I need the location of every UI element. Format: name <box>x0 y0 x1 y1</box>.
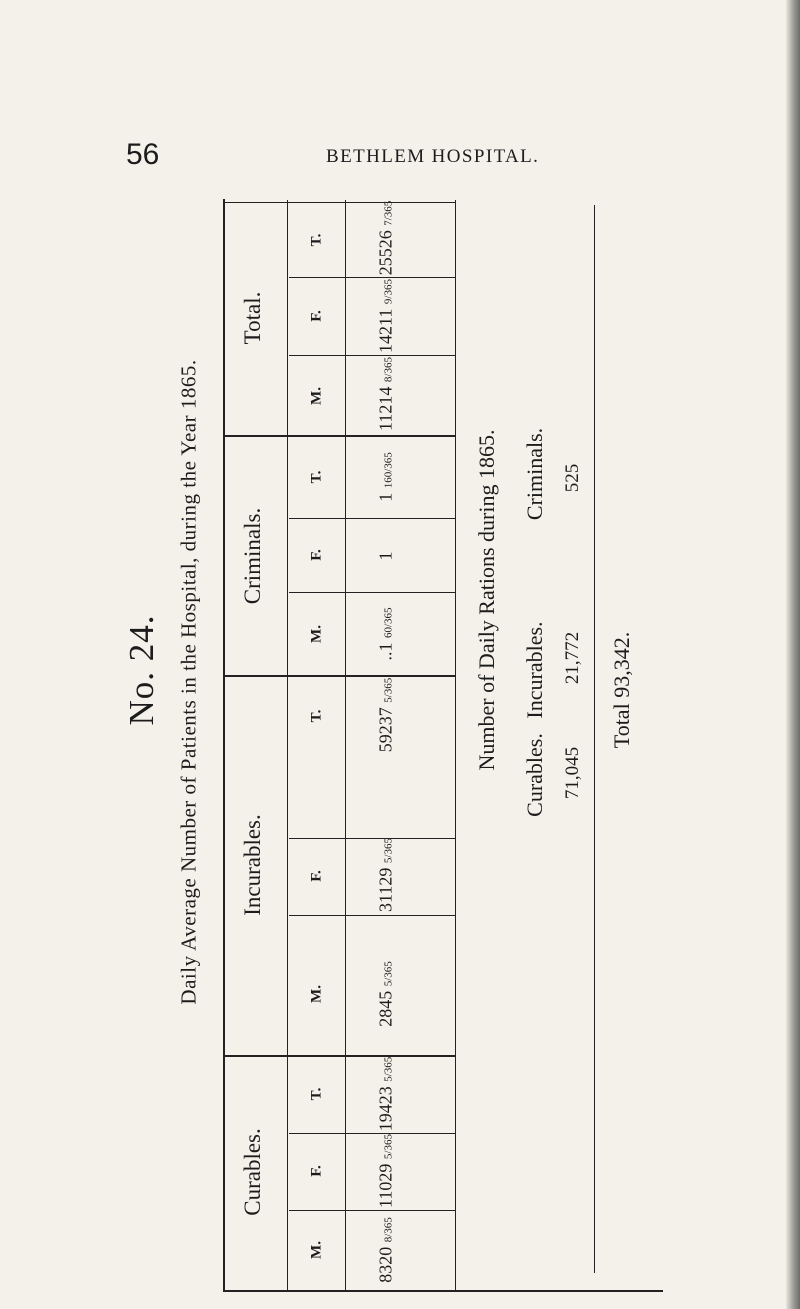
cell-value: 31129 <box>375 867 396 912</box>
left-frame <box>223 199 225 1291</box>
cell-fraction: 5/365 <box>382 961 395 987</box>
cell-fraction: 160/365 <box>382 452 395 489</box>
cell-value: 1 <box>375 551 396 561</box>
cell-fraction: 5/365 <box>382 838 395 864</box>
cell-value: 1 <box>375 492 396 502</box>
cell-fraction: 8/365 <box>382 357 395 383</box>
top-frame <box>225 202 455 203</box>
cell-value: 19423 <box>375 1086 396 1132</box>
cell-incurables-t <box>376 678 397 753</box>
table-caption: Daily Average Number of Patients in the Hospital, during the Year 1865. <box>176 359 201 1005</box>
rations-incurables-value: 21,772 <box>562 631 583 685</box>
cell-total-f <box>376 279 397 353</box>
rations-total: Total 93,342. <box>609 631 634 749</box>
sub-header-m: M. <box>308 1241 325 1259</box>
group-label-criminals: Criminals. <box>240 507 265 605</box>
sub-header-divider <box>287 200 288 1290</box>
cell-fraction: 8/365 <box>382 1217 395 1243</box>
sub-header-m: M. <box>308 625 325 643</box>
table-number: No. 24. <box>122 614 161 726</box>
col-divider <box>289 915 455 916</box>
col-divider <box>289 1210 455 1211</box>
cell-curables-t <box>376 1057 397 1132</box>
sub-header-f: F. <box>308 549 325 561</box>
group-label-total: Total. <box>240 291 265 345</box>
col-divider <box>289 518 455 519</box>
cell-incurables-f <box>376 838 397 912</box>
rations-incurables-label: Incurables. <box>522 621 547 719</box>
rations-criminals-label: Criminals. <box>522 427 547 521</box>
cell-value: 8320 <box>375 1246 396 1283</box>
cell-curables-m <box>376 1217 397 1283</box>
cell-value: 11214 <box>375 386 396 431</box>
col-divider <box>289 355 455 356</box>
cell-incurables-m <box>376 961 397 1027</box>
cell-value: 11029 <box>375 1163 396 1208</box>
sub-header-f: F. <box>308 870 325 882</box>
cell-criminals-f <box>376 552 397 561</box>
cell-criminals-t <box>376 452 397 502</box>
sub-header-t: T. <box>308 470 325 484</box>
group-divider-incurables <box>225 1055 455 1057</box>
cell-fraction: 5/365 <box>382 1056 395 1082</box>
rations-divider <box>455 200 456 1290</box>
col-divider <box>289 592 455 593</box>
sub-header-t: T. <box>308 233 325 247</box>
right-frame <box>594 205 595 1273</box>
page-edge-shadow <box>786 0 800 1309</box>
sub-header-f: F. <box>308 310 325 322</box>
cell-fraction: 9/365 <box>382 279 395 305</box>
col-divider <box>289 277 455 278</box>
cell-value: 25526 <box>375 230 396 276</box>
cell-fraction: 60/365 <box>382 607 395 639</box>
sub-header-t: T. <box>308 1087 325 1101</box>
col-divider <box>289 1133 455 1134</box>
cell-fraction: 7/365 <box>382 200 395 226</box>
cell-criminals-m <box>376 607 397 660</box>
rations-criminals-value: 525 <box>562 463 583 493</box>
col-divider <box>289 838 455 839</box>
group-divider-criminals <box>225 675 455 677</box>
cell-value: ..1 <box>375 642 396 661</box>
group-label-incurables: Incurables. <box>240 814 265 916</box>
sub-header-m: M. <box>308 387 325 405</box>
rations-curables-value: 71,045 <box>562 746 583 800</box>
bottom-frame <box>223 1290 663 1292</box>
cell-value: 59237 <box>375 707 396 753</box>
cell-total-t <box>376 201 397 276</box>
cell-total-m <box>376 357 397 431</box>
group-divider-total <box>225 435 455 437</box>
rations-title: Number of Daily Rations during 1865. <box>474 429 499 771</box>
page-number: 56 <box>126 138 160 171</box>
cell-value: 14211 <box>375 308 396 353</box>
rations-curables-label: Curables. <box>522 733 547 817</box>
sub-header-t: T. <box>308 709 325 723</box>
cell-fraction: 5/365 <box>382 1134 395 1160</box>
group-label-curables: Curables. <box>240 1128 265 1216</box>
cell-fraction: 5/365 <box>382 677 395 703</box>
value-divider <box>345 200 346 1290</box>
sub-header-f: F. <box>308 1165 325 1177</box>
running-head: BETHLEM HOSPITAL. <box>326 146 540 167</box>
cell-curables-f <box>376 1134 397 1208</box>
sub-header-m: M. <box>308 985 325 1003</box>
cell-value: 2845 <box>375 990 396 1027</box>
